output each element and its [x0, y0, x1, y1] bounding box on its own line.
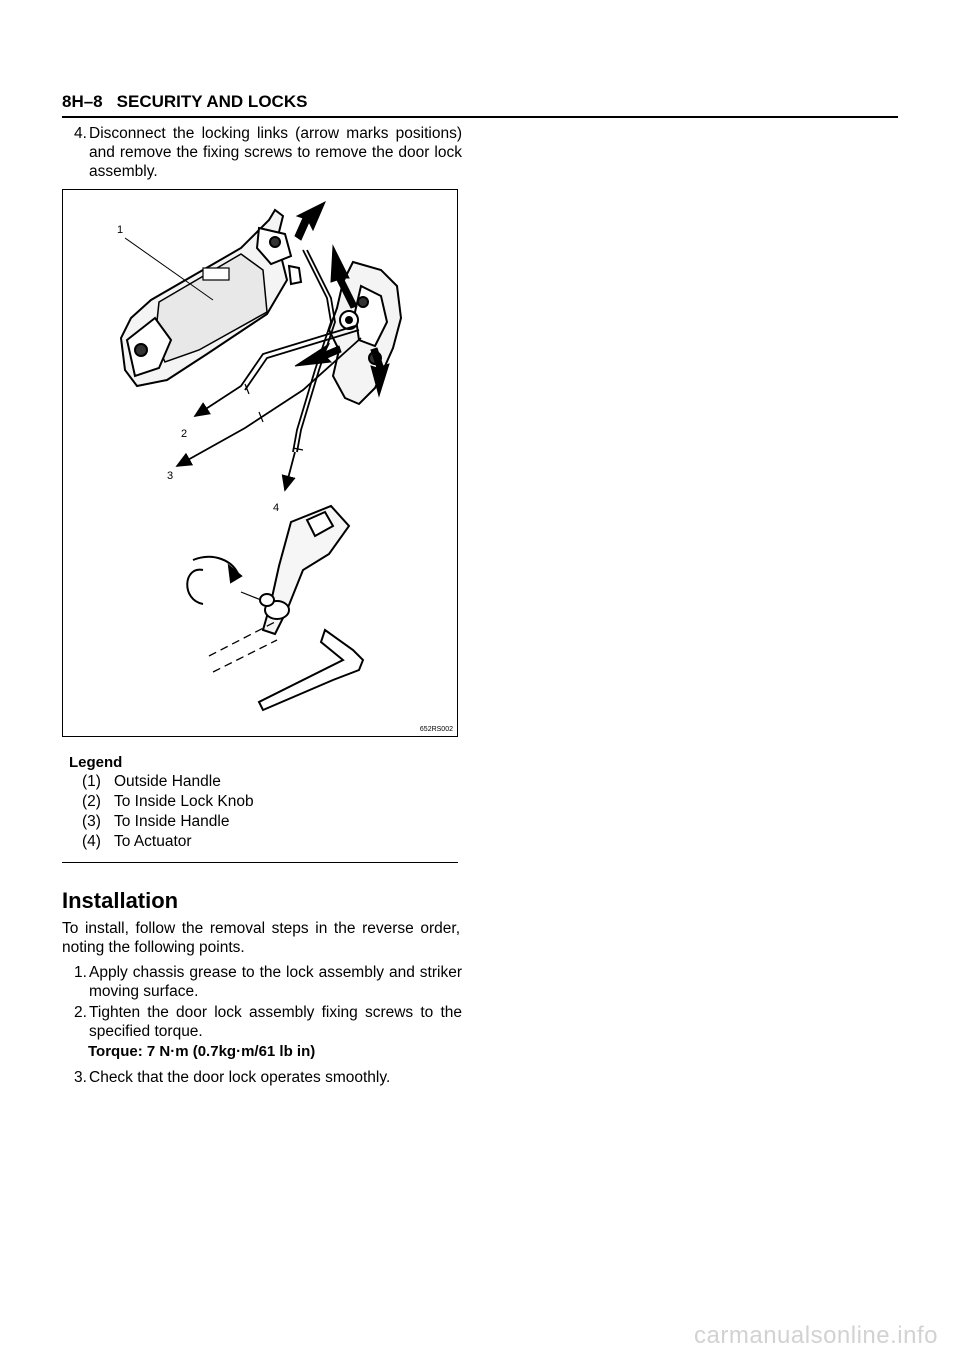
tool-inset-drawing — [187, 506, 363, 710]
header-rule — [62, 116, 898, 118]
legend-item-1 — [82, 773, 221, 791]
installation-intro: To install, follow the removal steps in the reverse order, noting the following points. — [62, 920, 460, 956]
step-number: 2. — [74, 1004, 87, 1021]
callout-4: 4 — [273, 502, 280, 514]
legend-number: (3) — [82, 813, 101, 830]
callout-3: 3 — [167, 470, 174, 482]
section-code: 8H–8 — [62, 92, 103, 111]
install-step-2 — [74, 1003, 462, 1041]
door-lock-illustration — [63, 190, 457, 736]
removal-step-4 — [74, 124, 462, 181]
figure-id: 652RS002 — [419, 726, 453, 733]
legend-item-3 — [82, 813, 229, 831]
install-step-1 — [74, 963, 462, 1001]
installation-heading: Installation — [62, 888, 179, 913]
legend-number: (1) — [82, 773, 101, 790]
legend-title: Legend — [69, 754, 123, 771]
legend-rule — [62, 862, 458, 863]
step-number: 1. — [74, 964, 87, 981]
watermark: carmanualsonline.info — [694, 1322, 938, 1349]
door-lock-figure — [62, 189, 458, 737]
callout-1: 1 — [117, 224, 124, 236]
section-title: SECURITY AND LOCKS — [116, 92, 308, 111]
step-text: Apply chassis grease to the lock assembly and striker moving surface. — [89, 964, 462, 1000]
step-text: Disconnect the locking links (arrow marks positions) and remove the fixing screws to remove the door lock assembly. — [89, 125, 462, 180]
legend-number: (4) — [82, 833, 101, 850]
step-text: Tighten the door lock assembly fixing screws to the specified torque. — [89, 1004, 462, 1040]
legend-label: To Actuator — [114, 833, 192, 850]
step-number: 3. — [74, 1069, 87, 1086]
legend-label: Outside Handle — [114, 773, 221, 790]
torque-spec: Torque: 7 N·m (0.7kg·m/61 lb in) — [88, 1043, 316, 1060]
install-step-3 — [74, 1068, 462, 1087]
step-text: Check that the door lock operates smoothly. — [89, 1069, 391, 1086]
callout-2: 2 — [181, 428, 188, 440]
legend-number: (2) — [82, 793, 101, 810]
page-header — [62, 92, 307, 112]
legend-label: To Inside Handle — [114, 813, 230, 830]
step-number: 4. — [74, 125, 87, 142]
legend-label: To Inside Lock Knob — [114, 793, 254, 810]
legend-item-2 — [82, 793, 254, 811]
legend-item-4 — [82, 833, 192, 851]
